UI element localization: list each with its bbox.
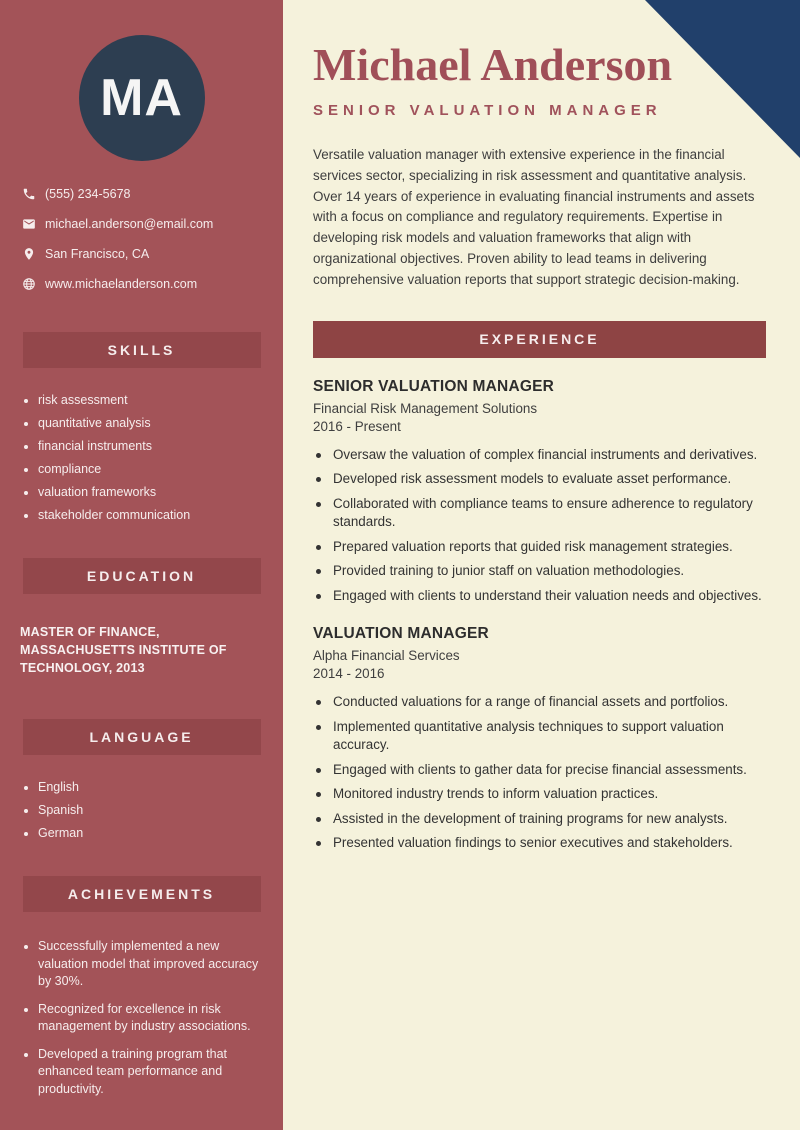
phone-number: (555) 234-5678 (45, 187, 131, 201)
resume-main (283, 0, 800, 1130)
summary-paragraph: Versatile valuation manager with extensive experience in the financial services sector, specializing in risk assessment and quantitative analysis. Over 14 years of experience in evaluating financial instruments and assets with a focus on compliance and regulatory requirements. Expertise in developing risk models and valuation frameworks that align with organizational objectives. Proven ability to lead teams in delivering comprehensive valuation reports that support strategic decision-making. (313, 147, 755, 287)
job-dates: 2016 - Present (313, 418, 401, 434)
phone-icon (22, 187, 36, 201)
contact-phone (22, 187, 283, 201)
person-name: Michael Anderson (313, 39, 673, 90)
contact-location (22, 247, 283, 261)
job-bullet-list (313, 693, 766, 853)
education-header: EDUCATION (23, 558, 261, 594)
job-role: VALUATION MANAGER (313, 625, 489, 643)
job-role: SENIOR VALUATION MANAGER (313, 377, 555, 395)
location-icon (22, 247, 36, 261)
bullet-item: Implemented quantitative analysis techniques to support valuation accuracy. (313, 718, 766, 755)
achievement-item: Successfully implemented a new valuation model that improved accuracy by 30%. (24, 938, 265, 991)
experience-header: EXPERIENCE (313, 321, 766, 358)
bullet-item: Developed risk assessment models to evaluate asset performance. (313, 470, 766, 489)
email-address: michael.anderson@email.com (45, 217, 214, 231)
language-item: English (24, 781, 283, 794)
achievements-header: ACHIEVEMENTS (23, 876, 261, 912)
experience-job-1 (313, 378, 766, 606)
bullet-item: Conducted valuations for a range of financial assets and portfolios. (313, 693, 766, 712)
bullet-item: Assisted in the development of training programs for new analysts. (313, 810, 766, 829)
job-company: Financial Risk Management Solutions (313, 400, 538, 416)
skills-header: SKILLS (23, 332, 261, 368)
job-dates: 2014 - 2016 (313, 666, 385, 682)
website-url: www.michaelanderson.com (45, 277, 198, 291)
job-bullet-list (313, 446, 766, 606)
contact-section (22, 187, 283, 291)
skill-item: compliance (24, 463, 283, 476)
contact-website (22, 277, 283, 291)
globe-icon (22, 277, 36, 291)
achievements-list (24, 938, 265, 1098)
bullet-item: Oversaw the valuation of complex financial instruments and derivatives. (313, 446, 766, 465)
bullet-item: Monitored industry trends to inform valuation practices. (313, 785, 766, 804)
achievement-item: Recognized for excellence in risk management by industry associations. (24, 1001, 265, 1036)
bullet-item: Prepared valuation reports that guided risk management strategies. (313, 538, 766, 557)
email-icon (22, 217, 36, 231)
language-header: LANGUAGE (23, 719, 261, 755)
avatar-initials: MA (100, 69, 183, 127)
location-text: San Francisco, CA (45, 247, 150, 261)
sidebar (0, 0, 283, 1130)
bullet-item: Engaged with clients to gather data for precise financial assessments. (313, 761, 766, 780)
skill-item: financial instruments (24, 440, 283, 453)
bullet-item: Provided training to junior staff on valuation methodologies. (313, 562, 766, 581)
experience-job-2 (313, 625, 766, 853)
skills-list (24, 394, 283, 522)
achievement-item: Developed a training program that enhanced team performance and productivity. (24, 1046, 265, 1099)
person-title: SENIOR VALUATION MANAGER (313, 102, 662, 119)
bullet-item: Collaborated with compliance teams to ensure adherence to regulatory standards. (313, 495, 766, 532)
bullet-item: Engaged with clients to understand their valuation needs and objectives. (313, 587, 766, 606)
skill-item: quantitative analysis (24, 417, 283, 430)
skill-item: valuation frameworks (24, 486, 283, 499)
job-company: Alpha Financial Services (313, 648, 460, 664)
bullet-item: Presented valuation findings to senior executives and stakeholders. (313, 834, 766, 853)
skill-item: risk assessment (24, 394, 283, 407)
language-list (24, 781, 283, 840)
skill-item: stakeholder communication (24, 509, 283, 522)
contact-email (22, 217, 283, 231)
language-item: Spanish (24, 804, 283, 817)
avatar (79, 35, 205, 161)
education-degree: MASTER OF FINANCE, MASSACHUSETTS INSTITUTE OF TECHNOLOGY, 2013 (20, 625, 227, 675)
language-item: German (24, 827, 283, 840)
